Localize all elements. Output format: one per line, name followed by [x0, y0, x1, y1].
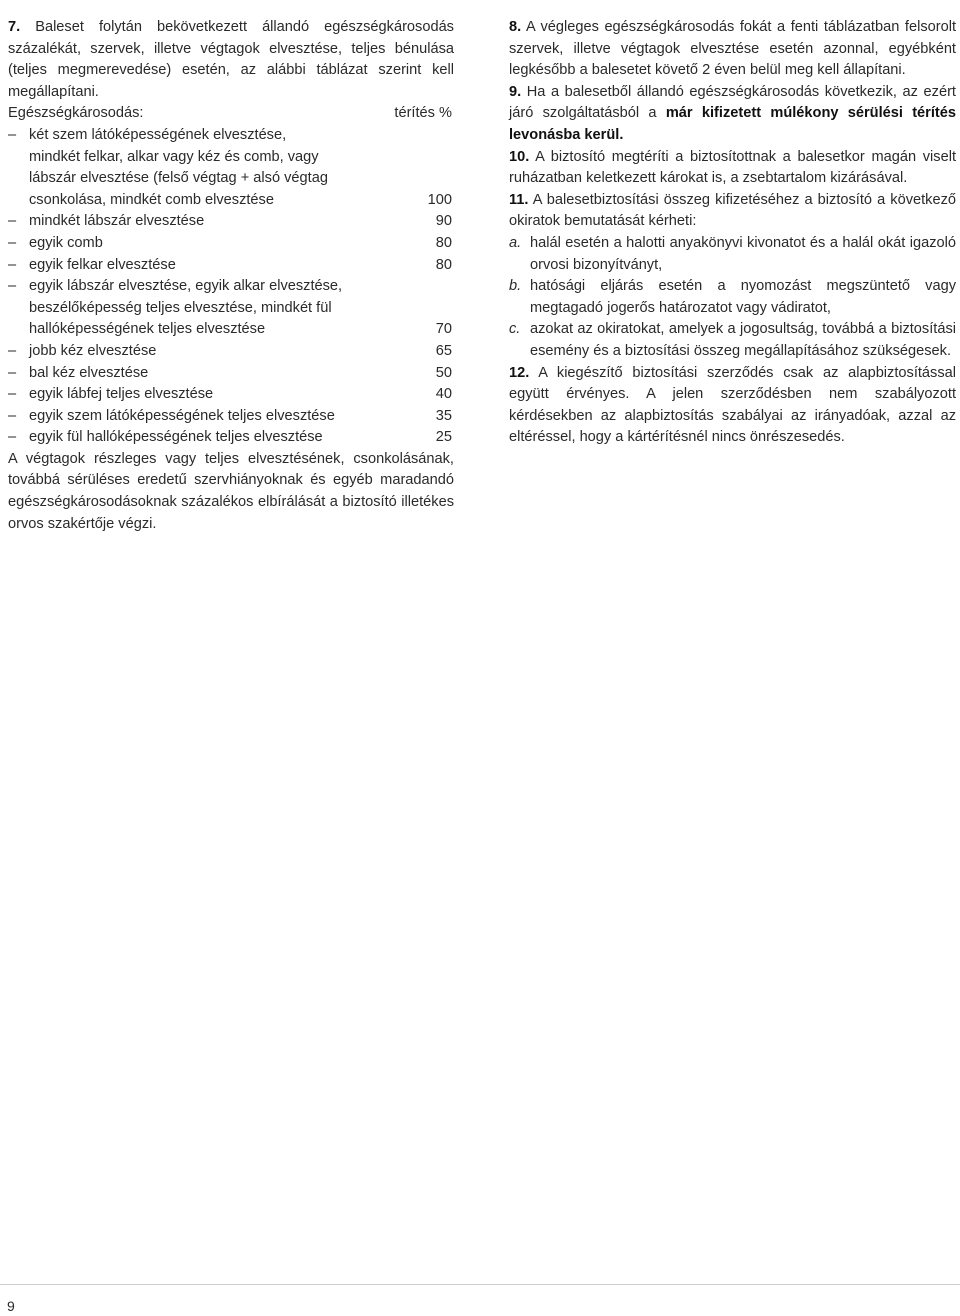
section-7-text: Baleset folytán bekövetkezett állandó egészségkárosodás százalékát, szervek, illetve végtagok elvesztése, teljes bénulása (teljes megmerevedése) esetén, az alábbi táblázat szerint kell megállapítani. — [8, 19, 454, 100]
row-label: egyik szem látóképességének teljes elvesztése — [29, 407, 335, 424]
section-11 — [509, 190, 956, 233]
section-12 — [509, 363, 956, 449]
dash-bullet: – — [8, 342, 17, 359]
row-value: 80 — [435, 256, 452, 273]
section-12-text: A kiegészítő biztosítási szerződés csak az alapbiztosítással együtt érvényes. A jelen szerződésben nem szabályozott kérdésekben az alapbiztosítás szabályai az irányadóak, azzal az eltéréssel, hogy a kártérítésnél nincs önrészesedés. — [509, 364, 956, 446]
list-item-text: halál esetén a halotti anyakönyvi kivonatot és a halál okát igazoló orvosi bizonyítványt, — [530, 234, 956, 273]
section-9-text: Ha a balesetből állandó egészségkárosodás következik, az ezért járó szolgáltatásból a — [509, 83, 956, 122]
table-row — [8, 233, 454, 255]
row-value: 40 — [435, 386, 452, 403]
list-item — [509, 276, 956, 319]
table-row — [8, 427, 454, 449]
list-item-text: azokat az okiratokat, amelyek a jogosultság, továbbá a biztosítási esemény és a biztosítási összeg megállapításához szükségesek. — [530, 321, 956, 359]
list-item — [509, 319, 956, 362]
row-value: 25 — [435, 429, 452, 446]
section-10 — [509, 147, 956, 190]
dash-bullet: – — [8, 364, 17, 381]
row-label: mindkét lábszár elvesztése — [29, 213, 205, 230]
table-row — [8, 211, 454, 233]
table-row — [8, 125, 454, 211]
list-item — [509, 233, 956, 276]
dash-bullet: – — [8, 429, 17, 446]
row-label: jobb kéz elvesztése — [29, 342, 157, 359]
list-item-letter: c. — [509, 321, 521, 338]
table-header-right: térítés % — [394, 105, 452, 122]
section-10-text: A biztosító megtéríti a biztosítottnak a balesetkor magán viselt ruházatban keletkezett károkat is, a zsebtartalom kizárásával. — [509, 148, 956, 187]
row-label: egyik fül hallóképességének teljes elvesztése — [29, 429, 323, 446]
compensation-table — [8, 125, 454, 449]
row-value: 80 — [435, 234, 452, 251]
list-item-letter: a. — [509, 234, 522, 251]
row-value: 50 — [435, 364, 452, 381]
row-label: egyik lábszár elvesztése, egyik alkar elvesztése, beszélőképesség teljes elvesztése, mindkét fül hallóképességének teljes elvesztése — [29, 278, 343, 338]
list-item-letter: b. — [509, 278, 522, 295]
dash-bullet: – — [8, 278, 17, 295]
dash-bullet: – — [8, 256, 17, 273]
section-11-text: A balesetbiztosítási összeg kifizetéséhez a biztosító a következő okiratok bemutatását kérheti: — [509, 191, 956, 230]
table-row — [8, 276, 454, 341]
section-7 — [8, 17, 454, 103]
row-label: két szem látóképességének elvesztése, mindkét felkar, alkar vagy kéz és comb, vagy lábszár elvesztése (felső végtag + alsó végtag csonkolása, mindkét comb elvesztése — [29, 126, 328, 208]
row-label: egyik comb — [29, 234, 103, 251]
right-column — [509, 17, 956, 449]
row-value: 90 — [435, 213, 452, 230]
row-value: 100 — [427, 191, 452, 208]
list-item-text: hatósági eljárás esetén a nyomozást megszüntető vagy megtagadó jogerős határozatot vagy vádiratot, — [530, 278, 956, 316]
row-label: egyik felkar elvesztése — [29, 256, 176, 273]
table-row — [8, 363, 454, 385]
section-8-number: 8. — [509, 19, 522, 35]
row-label: bal kéz elvesztése — [29, 364, 149, 381]
footer-divider — [0, 1284, 960, 1285]
section-9 — [509, 82, 956, 147]
dash-bullet: – — [8, 213, 17, 230]
closing-paragraph: A végtagok részleges vagy teljes elvesztésének, csonkolásának, továbbá sérüléses eredetű szervhiányoknak és egyéb maradandó egészségkárosodásoknak százalékos elbírálását a biztosító illetékes orvos szakértője végzi. — [8, 450, 454, 532]
page-number: 9 — [7, 1298, 15, 1314]
table-row — [8, 384, 454, 406]
section-8 — [509, 17, 956, 82]
table-row — [8, 406, 454, 428]
section-9-emphasis: már kifizetett múlékony sérülési térítés levonásba kerül. — [509, 105, 956, 143]
left-column — [8, 17, 454, 535]
row-value: 35 — [435, 407, 452, 424]
row-value: 65 — [435, 342, 452, 359]
dash-bullet: – — [8, 234, 17, 251]
dash-bullet: – — [8, 386, 17, 403]
section-10-number: 10. — [509, 148, 530, 165]
section-9-number: 9. — [509, 83, 522, 100]
row-label: egyik lábfej teljes elvesztése — [29, 386, 214, 403]
dash-bullet: – — [8, 126, 17, 143]
table-header-left: Egészségkárosodás: — [8, 105, 144, 122]
section-8-text: A végleges egészségkárosodás fokát a fenti táblázatban felsorolt szervek, illetve végtagok elvesztése esetén azonnal, egyébként legkésőbb a balesetet követő 2 éven belül meg kell állapítani. — [509, 19, 957, 79]
section-7-number: 7. — [8, 19, 21, 35]
table-row — [8, 341, 454, 363]
dash-bullet: – — [8, 407, 17, 424]
table-row — [8, 255, 454, 277]
table-header — [8, 103, 454, 125]
row-value: 70 — [435, 321, 452, 338]
section-12-number: 12. — [509, 364, 530, 381]
section-11-number: 11. — [509, 191, 529, 208]
